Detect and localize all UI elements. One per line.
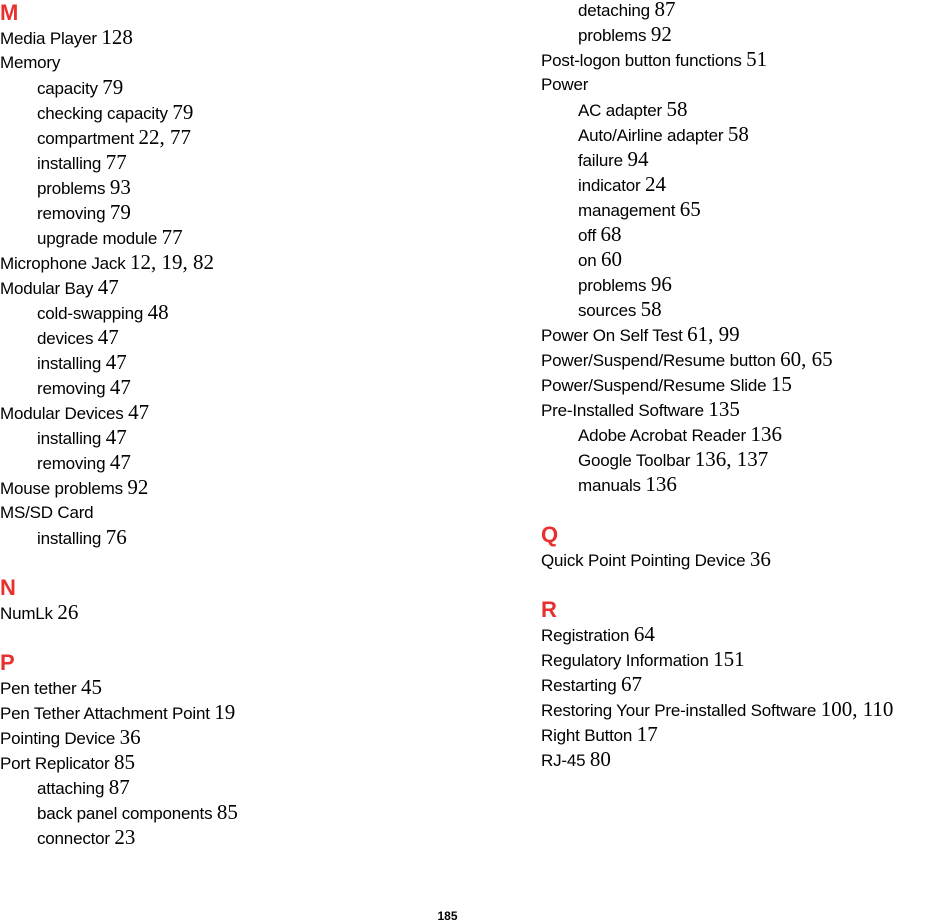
- index-subentry-attaching: [0, 775, 520, 800]
- index-entry-power: [541, 72, 952, 97]
- index-page-ref[interactable]: 79: [172, 100, 194, 124]
- index-page-ref[interactable]: 92: [127, 475, 149, 499]
- index-subentry-installing: [0, 350, 520, 375]
- index-term: Restoring Your Pre-installed Software: [541, 701, 817, 720]
- index-subentry-management: [541, 197, 952, 222]
- index-subentry-sources: [541, 297, 952, 322]
- index-subentry-google-toolbar: [541, 447, 952, 472]
- index-page-ref[interactable]: 151: [713, 647, 745, 671]
- index-page-ref[interactable]: 58: [666, 97, 688, 121]
- index-subentry-auto-airline-adapter: [541, 122, 952, 147]
- index-page-ref[interactable]: 12, 19, 82: [130, 250, 215, 274]
- index-term: installing: [37, 529, 102, 548]
- index-page-ref[interactable]: 68: [600, 222, 622, 246]
- page-number: 185: [437, 909, 458, 923]
- index-entry-rj-45: [541, 747, 952, 772]
- index-subentry-ac-adapter: [541, 97, 952, 122]
- index-term: attaching: [37, 779, 105, 798]
- index-page-ref[interactable]: 87: [108, 775, 130, 799]
- index-subentry-capacity: [0, 75, 520, 100]
- index-page-ref[interactable]: 45: [80, 675, 102, 699]
- index-subentry-checking-capacity: [0, 100, 520, 125]
- index-entry-pointing-device: [0, 725, 520, 750]
- index-page-ref[interactable]: 47: [109, 450, 131, 474]
- index-term: Modular Bay: [0, 279, 94, 298]
- index-page-ref[interactable]: 60: [601, 247, 623, 271]
- index-subentry-removing: [0, 450, 520, 475]
- index-entry-pen-tether-attachment-point: [0, 700, 520, 725]
- index-page-ref[interactable]: 77: [105, 150, 127, 174]
- index-page-ref[interactable]: 64: [633, 622, 655, 646]
- index-term: Quick Point Pointing Device: [541, 551, 746, 570]
- index-term: installing: [37, 354, 102, 373]
- index-entry-numlk: [0, 600, 520, 625]
- index-page-ref[interactable]: 100, 110: [820, 697, 894, 721]
- index-subentry-installing: [0, 150, 520, 175]
- index-entry-mouse-problems: [0, 475, 520, 500]
- index-subentry-cold-swapping: [0, 300, 520, 325]
- index-subentry-connector: [0, 825, 520, 850]
- index-term: MS/SD Card: [0, 503, 94, 522]
- index-entry-microphone-jack: [0, 250, 520, 275]
- index-page-ref[interactable]: 36: [119, 725, 141, 749]
- index-entry-power-on-self-test: [541, 322, 952, 347]
- index-subentry-compartment: [0, 125, 520, 150]
- index-page-ref[interactable]: 19: [214, 700, 236, 724]
- index-page-ref[interactable]: 128: [101, 25, 133, 49]
- index-term: removing: [37, 454, 106, 473]
- index-page-ref[interactable]: 136: [750, 422, 783, 446]
- index-page-ref[interactable]: 87: [654, 0, 676, 21]
- index-page-ref[interactable]: 47: [128, 400, 150, 424]
- index-entry-ms-sd-card: [0, 500, 520, 525]
- index-term: Power: [541, 75, 589, 94]
- index-entry-media-player: [0, 25, 520, 50]
- index-term: Auto/Airline adapter: [578, 126, 724, 145]
- index-term: Post-logon button functions: [541, 51, 742, 70]
- index-letter-heading: N: [0, 575, 16, 600]
- index-page-ref[interactable]: 94: [627, 147, 649, 171]
- index-page-ref[interactable]: 136: [645, 472, 677, 496]
- index-term: problems: [578, 276, 647, 295]
- index-term: Adobe Acrobat Reader: [578, 426, 747, 445]
- index-term: failure: [578, 151, 623, 170]
- index-term: Port Replicator: [0, 754, 110, 773]
- index-page-ref[interactable]: 36: [749, 547, 771, 571]
- index-term: AC adapter: [578, 101, 662, 120]
- index-term: Mouse problems: [0, 479, 123, 498]
- index-page-ref[interactable]: 47: [97, 275, 119, 299]
- index-term: problems: [578, 26, 647, 45]
- index-entry-restoring-your-pre-installed-software: [541, 697, 952, 722]
- index-page-ref[interactable]: 77: [161, 225, 183, 249]
- index-page-ref[interactable]: 51: [746, 47, 768, 71]
- index-entry-pre-installed-software: [541, 397, 952, 422]
- index-term: cold-swapping: [37, 304, 144, 323]
- index-subentry-problems: [541, 272, 952, 297]
- index-entry-power-suspend-resume-slide: [541, 372, 952, 397]
- index-subentry-problems: [0, 175, 520, 200]
- index-letter-heading: R: [541, 597, 557, 622]
- index-page-ref[interactable]: 85: [216, 800, 238, 824]
- index-term: Microphone Jack: [0, 254, 126, 273]
- index-term: devices: [37, 329, 94, 348]
- index-subentry-problems: [541, 22, 952, 47]
- index-term: connector: [37, 829, 110, 848]
- index-term: management: [578, 201, 676, 220]
- index-term: Memory: [0, 53, 61, 72]
- index-page-ref[interactable]: 24: [645, 172, 666, 196]
- index-page-ref[interactable]: 47: [105, 425, 127, 449]
- index-term: problems: [37, 179, 106, 198]
- index-term: detaching: [578, 1, 650, 20]
- index-term: capacity: [37, 79, 98, 98]
- index-page-ref[interactable]: 79: [109, 200, 131, 224]
- index-entry-modular-bay: [0, 275, 520, 300]
- index-term: on: [578, 251, 597, 270]
- index-page-ref[interactable]: 58: [640, 297, 662, 321]
- index-page-ref[interactable]: 60, 65: [780, 347, 833, 371]
- index-term: compartment: [37, 129, 135, 148]
- index-subentry-adobe-acrobat-reader: [541, 422, 952, 447]
- index-page-ref[interactable]: 23: [114, 825, 136, 849]
- index-term: Modular Devices: [0, 404, 124, 423]
- index-subentry-detaching: [541, 0, 952, 22]
- index-column-right: [541, 0, 952, 772]
- index-subentry-failure: [541, 147, 952, 172]
- index-entry-quick-point-pointing-device: [541, 547, 952, 572]
- index-page-ref[interactable]: 96: [650, 272, 672, 296]
- index-page-ref[interactable]: 92: [650, 22, 672, 46]
- index-term: Pre-Installed Software: [541, 401, 704, 420]
- index-entry-restarting: [541, 672, 952, 697]
- index-page-ref[interactable]: 61, 99: [687, 322, 740, 346]
- index-page-ref[interactable]: 47: [109, 375, 131, 399]
- index-entry-port-replicator: [0, 750, 520, 775]
- index-term: Registration: [541, 626, 630, 645]
- index-subentry-installing: [0, 525, 520, 550]
- index-term: Power/Suspend/Resume button: [541, 351, 776, 370]
- index-page-ref[interactable]: 15: [770, 372, 792, 396]
- index-term: RJ-45: [541, 751, 586, 770]
- index-page-ref[interactable]: 67: [621, 672, 643, 696]
- index-term: Power On Self Test: [541, 326, 683, 345]
- index-entry-post-logon-button-functions: [541, 47, 952, 72]
- index-page-ref[interactable]: 93: [109, 175, 131, 199]
- index-subentry-removing: [0, 200, 520, 225]
- index-page-ref[interactable]: 80: [589, 747, 611, 771]
- index-letter-heading: M: [0, 0, 19, 25]
- index-page-ref[interactable]: 48: [147, 300, 169, 324]
- index-term: Pen Tether Attachment Point: [0, 704, 210, 723]
- index-page-ref[interactable]: 17: [636, 722, 658, 746]
- index-term: indicator: [578, 176, 641, 195]
- index-term: Pointing Device: [0, 729, 116, 748]
- index-term: upgrade module: [37, 229, 158, 248]
- index-term: removing: [37, 204, 106, 223]
- index-term: Regulatory Information: [541, 651, 709, 670]
- index-page-ref[interactable]: 26: [57, 600, 79, 624]
- index-page-ref[interactable]: 58: [727, 122, 749, 146]
- index-subentry-off: [541, 222, 952, 247]
- index-term: sources: [578, 301, 637, 320]
- index-letter-heading: Q: [541, 522, 559, 547]
- index-entry-registration: [541, 622, 952, 647]
- index-page-ref[interactable]: 22, 77: [138, 125, 192, 149]
- index-term: Pen tether: [0, 679, 77, 698]
- index-page-ref[interactable]: 65: [679, 197, 701, 221]
- index-term: checking capacity: [37, 104, 168, 123]
- index-entry-regulatory-information: [541, 647, 952, 672]
- index-entry-pen-tether: [0, 675, 520, 700]
- index-subentry-devices: [0, 325, 520, 350]
- index-subentry-on: [541, 247, 952, 272]
- index-page-ref[interactable]: 135: [708, 397, 740, 421]
- index-term: Media Player: [0, 29, 97, 48]
- index-page-ref[interactable]: 85: [113, 750, 135, 774]
- index-term: Restarting: [541, 676, 617, 695]
- index-term: installing: [37, 154, 102, 173]
- index-term: Right Button: [541, 726, 633, 745]
- index-page-ref[interactable]: 76: [105, 525, 127, 549]
- index-page-ref[interactable]: 47: [97, 325, 119, 349]
- index-entry-memory: [0, 50, 520, 75]
- index-term: Power/Suspend/Resume Slide: [541, 376, 767, 395]
- index-term: installing: [37, 429, 102, 448]
- index-entry-modular-devices: [0, 400, 520, 425]
- index-term: off: [578, 226, 596, 245]
- index-page-ref[interactable]: 136, 137: [694, 447, 769, 471]
- index-entry-right-button: [541, 722, 952, 747]
- index-subentry-manuals: [541, 472, 952, 497]
- index-term: manuals: [578, 476, 641, 495]
- index-subentry-back-panel-components: [0, 800, 520, 825]
- index-subentry-removing: [0, 375, 520, 400]
- index-subentry-installing: [0, 425, 520, 450]
- index-page-ref[interactable]: 47: [105, 350, 127, 374]
- index-subentry-upgrade-module: [0, 225, 520, 250]
- index-term: Google Toolbar: [578, 451, 691, 470]
- index-entry-power-suspend-resume-button: [541, 347, 952, 372]
- index-subentry-indicator: [541, 172, 952, 197]
- index-letter-heading: P: [0, 650, 15, 675]
- index-term: back panel components: [37, 804, 213, 823]
- index-page-ref[interactable]: 79: [102, 75, 124, 99]
- index-term: NumLk: [0, 604, 53, 623]
- index-term: removing: [37, 379, 106, 398]
